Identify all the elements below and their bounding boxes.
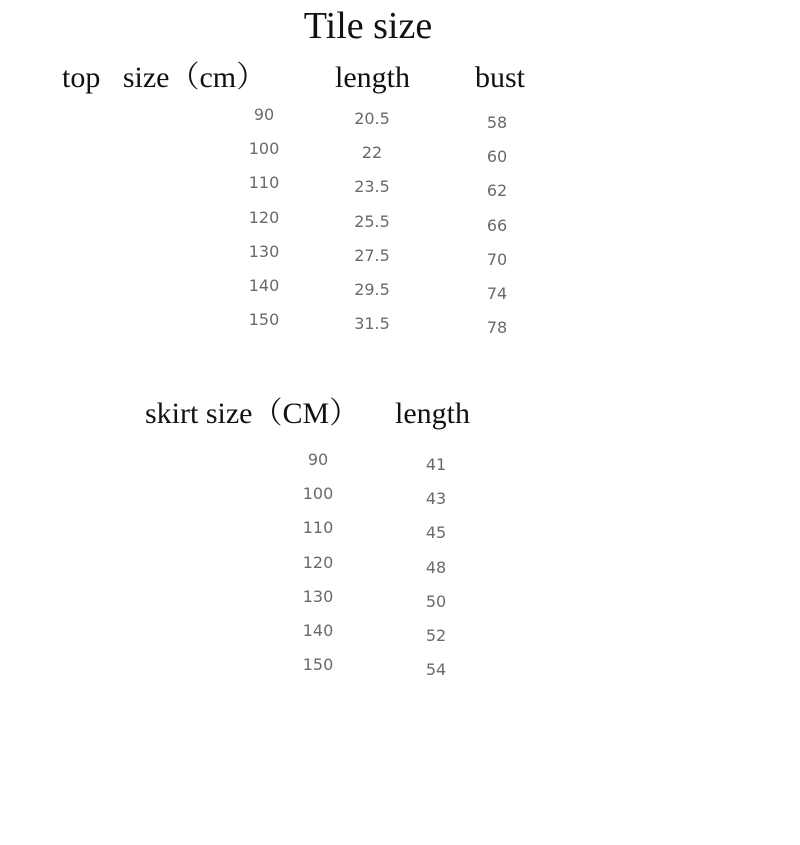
table-cell: 74 (486, 284, 508, 303)
table-cell: 29.5 (354, 280, 390, 299)
top-header-bust: bust (475, 61, 526, 94)
table-cell: 110 (248, 173, 280, 193)
table-cell: 60 (486, 147, 508, 167)
table-cell: 22 (361, 143, 383, 163)
table-cell: 70 (486, 249, 508, 269)
table-cell: 41 (425, 455, 447, 474)
table-cell: 62 (486, 181, 508, 201)
table-cell: 140 (248, 276, 280, 295)
table-cell: 52 (425, 626, 447, 645)
table-cell: 45 (425, 523, 447, 543)
table-cell: 150 (248, 310, 280, 330)
table-cell: 100 (302, 484, 334, 504)
table-cell: 100 (248, 139, 280, 159)
page-title: Tile size (303, 5, 433, 47)
table-cell: 130 (302, 586, 334, 606)
skirt-header-size: skirt size（CM） (145, 397, 360, 430)
table-cell: 130 (248, 241, 280, 261)
table-cell: 31.5 (354, 314, 390, 334)
table-cell: 150 (302, 655, 334, 675)
table-cell: 43 (425, 489, 447, 509)
table-cell: 110 (302, 518, 334, 538)
table-cell: 66 (486, 215, 508, 235)
table-cell: 54 (425, 660, 447, 680)
top-header-length: length (335, 61, 410, 94)
table-cell: 58 (486, 113, 508, 132)
table-cell: 120 (302, 552, 334, 572)
table-cell: 78 (486, 318, 508, 338)
table-cell: 27.5 (354, 245, 390, 265)
table-cell: 140 (302, 621, 334, 640)
skirt-header-length: length (395, 397, 470, 430)
footer-band (110, 705, 650, 760)
table-cell: 50 (425, 591, 447, 611)
table-cell: 20.5 (354, 109, 390, 128)
table-cell: 90 (307, 450, 329, 469)
table-cell: 120 (248, 207, 280, 227)
top-header-size: top size（cm） (62, 61, 267, 94)
table-cell: 48 (425, 557, 447, 577)
table-cell: 23.5 (354, 177, 390, 197)
table-cell: 25.5 (354, 211, 390, 231)
table-cell: 90 (253, 105, 275, 124)
